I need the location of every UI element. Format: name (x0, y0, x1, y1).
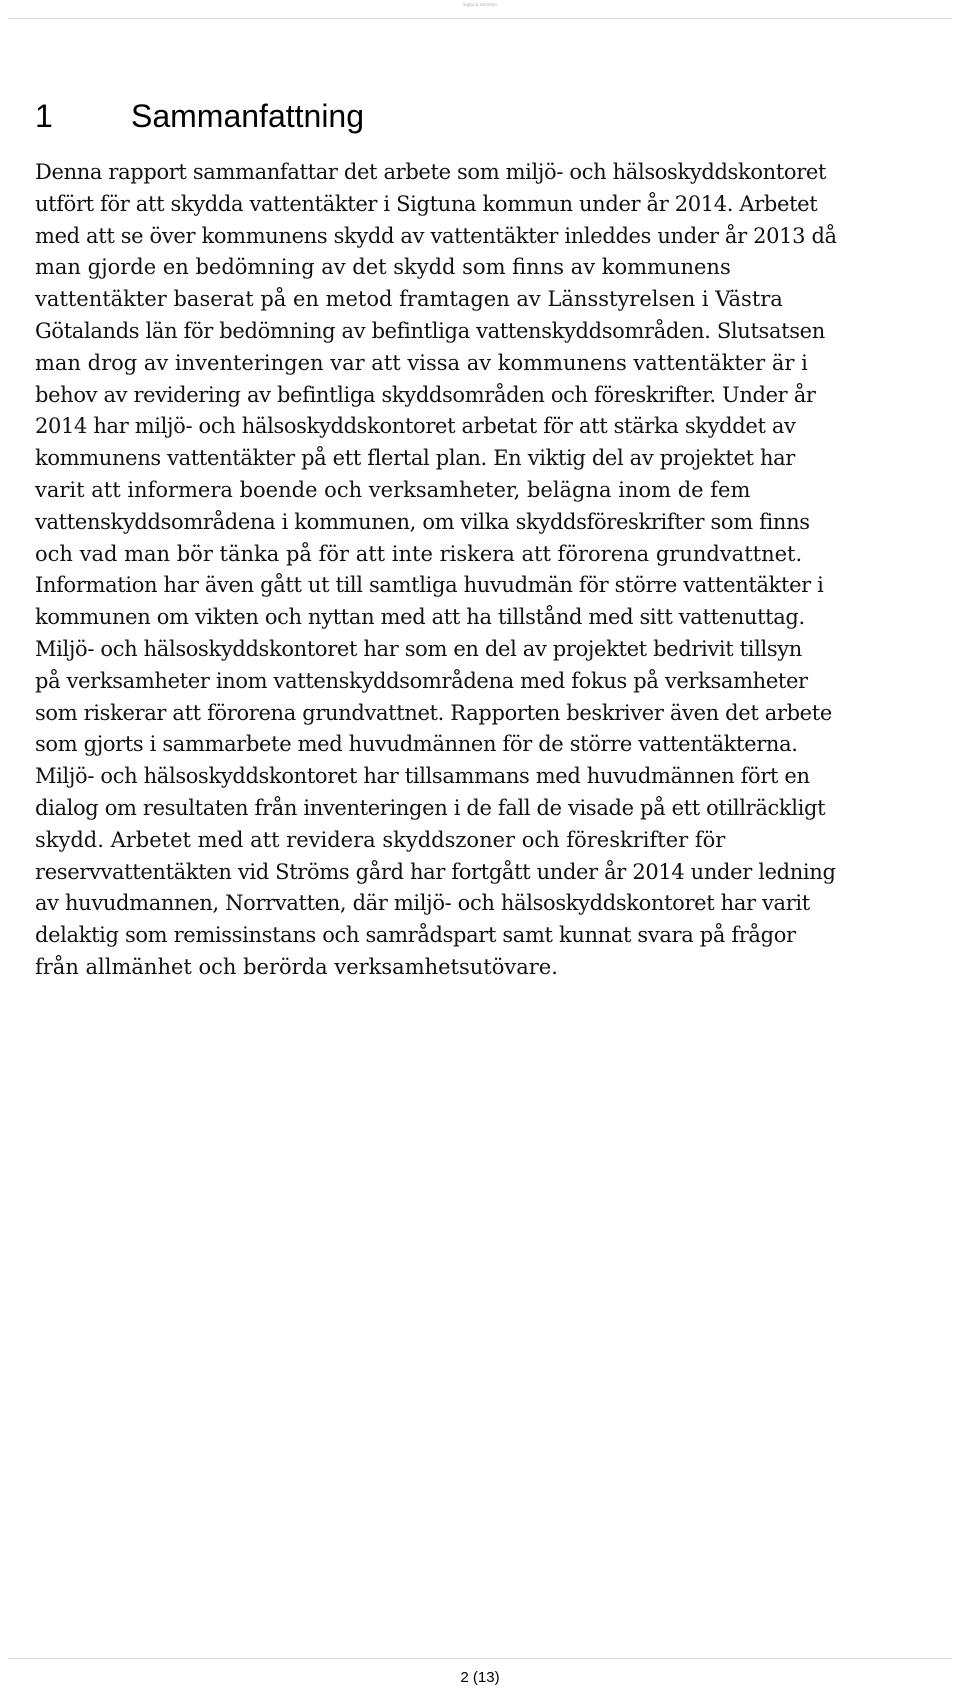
paragraph-line: 2014 har miljö- och hälsoskyddskontoret arbetat för att stärka skyddet av (35, 414, 796, 439)
paragraph-line: man gjorde en bedömning av det skydd som finns av kommunens (35, 255, 731, 280)
running-header: Sigtuna kommun (462, 2, 498, 7)
paragraph-line: kommunen om vikten och nyttan med att ha tillstånd med sitt vattenuttag. (35, 605, 805, 630)
paragraph-line: behov av revidering av befintliga skyddsområden och föreskrifter. Under år (35, 382, 816, 407)
paragraph-line: man drog av inventeringen var att vissa av kommunens vattentäkter är i (35, 350, 808, 375)
paragraph-line: dialog om resultaten från inventeringen i de fall de visade på ett otillräckligt (35, 795, 826, 820)
paragraph-line: vattentäkter baserat på en metod framtagen av Länsstyrelsen i Västra (35, 287, 783, 312)
paragraph-line: delaktig som remissinstans och samrådspart samt kunnat svara på frågor (35, 923, 796, 948)
paragraph-line: på verksamheter inom vattenskyddsområdena med fokus på verksamheter (35, 668, 808, 693)
footer-divider (8, 1658, 952, 1659)
paragraph-line: Miljö- och hälsoskyddskontoret har som en del av projektet bedrivit tillsyn (35, 636, 802, 661)
page-number: 2 (13) (460, 1669, 500, 1686)
paragraph-line: Denna rapport sammanfattar det arbete som miljö- och hälsoskyddskontoret (35, 160, 827, 184)
paragraph-line: med att se över kommunens skydd av vattentäkter inleddes under år 2013 då (35, 223, 837, 248)
section-number: 1 (35, 98, 53, 134)
paragraph-line: Miljö- och hälsoskyddskontoret har tillsammans med huvudmännen fört en (35, 764, 810, 789)
paragraph-line: från allmänhet och berörda verksamhetsutövare. (35, 954, 558, 979)
paragraph-line: Information har även gått ut till samtliga huvudmän för större vattentäkter i (35, 573, 824, 598)
paragraph-line: Götalands län för bedömning av befintliga vattenskyddsområden. Slutsatsen (35, 318, 825, 343)
header-divider (8, 18, 952, 19)
section-heading (35, 96, 364, 136)
paragraph-line: och vad man bör tänka på för att inte riskera att förorena grundvattnet. (35, 541, 803, 566)
paragraph-line: vattenskyddsområdena i kommunen, om vilka skyddsföreskrifter som finns (35, 509, 810, 534)
summary-paragraph (35, 157, 935, 984)
paragraph-line: kommunens vattentäkter på ett flertal plan. En viktig del av projektet har (35, 446, 795, 471)
paragraph-line: utfört för att skydda vattentäkter i Sigtuna kommun under år 2014. Arbetet (35, 191, 818, 216)
paragraph-line: av huvudmannen, Norrvatten, där miljö- och hälsoskyddskontoret har varit (35, 891, 810, 916)
section-title: Sammanfattning (131, 98, 365, 134)
paragraph-line: reservvattentäkten vid Ströms gård har fortgått under år 2014 under ledning (35, 859, 836, 884)
paragraph-line: varit att informera boende och verksamheter, belägna inom de fem (35, 477, 751, 502)
paragraph-line: skydd. Arbetet med att revidera skyddszoner och föreskrifter för (35, 827, 726, 852)
paragraph-line: som gjorts i sammarbete med huvudmännen för de större vattentäkterna. (35, 732, 798, 757)
paragraph-line: som riskerar att förorena grundvattnet. Rapporten beskriver även det arbete (35, 700, 832, 725)
